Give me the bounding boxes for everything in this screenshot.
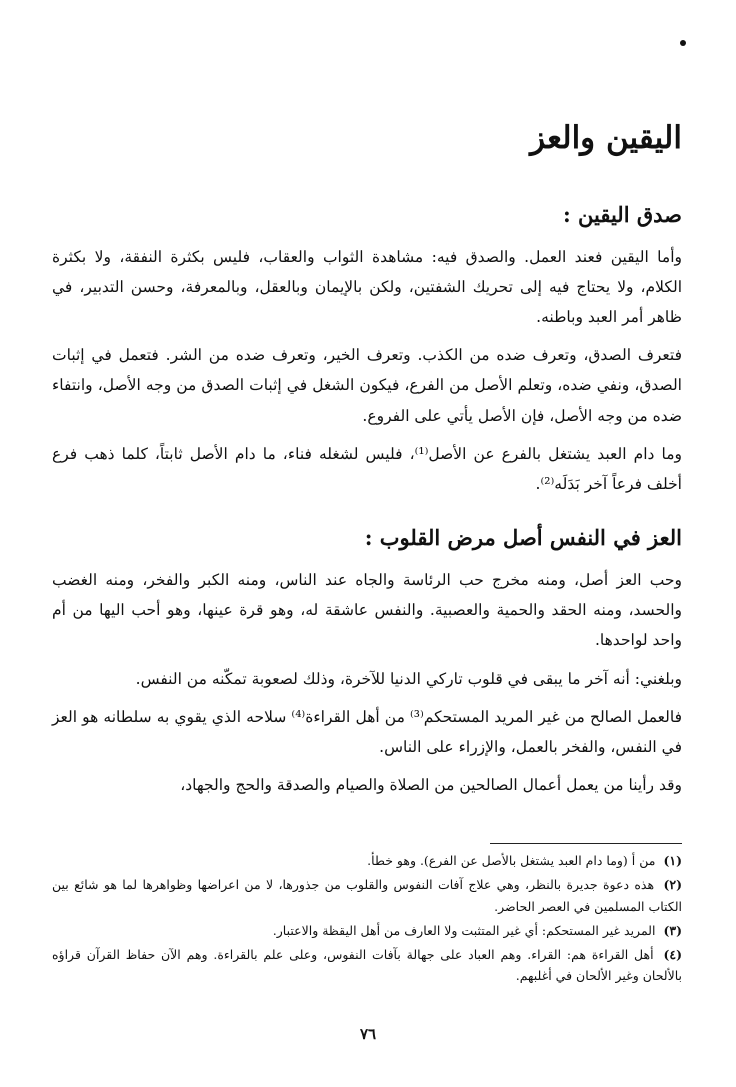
- section-heading-sincerity: صدق اليقين :: [562, 202, 682, 227]
- page: [52, 0, 682, 1087]
- footnote: [52, 920, 682, 942]
- footnote-text: أهل القراءة هم: القراء. وهم العباد على جهالة بآفات النفوس، وعلى علم بالقراءة. وهم الآن حفاظ القرآن قراؤه بالألحان وغير الألحان في أغلبهم.: [52, 946, 682, 984]
- footnotes: [52, 850, 682, 989]
- paragraph: وبلغني: أنه آخر ما يبقى في قلوب تاركي الدنيا للآخرة، وذلك لصعوبة تمكّنه من النفس.: [135, 669, 682, 688]
- footnote: [52, 874, 682, 918]
- footnote: [52, 850, 682, 872]
- section-heading-pride: العز في النفس أصل مرض القلوب :: [364, 525, 682, 551]
- footnote-divider: [490, 843, 682, 844]
- main-content: [52, 198, 682, 808]
- footnote-number: (٤): [663, 946, 682, 962]
- footnote-number: (٢): [663, 876, 682, 892]
- chapter-title: اليقين والعز: [530, 120, 682, 156]
- footnote: [52, 944, 682, 988]
- paragraph: فالعمل الصالح من غير المريد المستحكم⁽³⁾ من أهل القراءة⁽⁴⁾ سلاحه الذي يقوي به سلطانه هو العز في النفس، والفخر بالعمل، والإزراء على الناس.: [52, 707, 682, 757]
- page-number: ٧٦: [359, 1025, 377, 1043]
- paragraph: فتعرف الصدق، وتعرف ضده من الكذب. وتعرف الخير، وتعرف ضده من الشر. فتعمل في إثبات الصدق، ونفي ضده، وتعلم الأصل من الفرع، فيكون الشغل في إثبات الصدق من وجه الأصل، وانتفاء ضده من وجه الأصل، فإن الأصل يأتي على الفروع.: [52, 346, 682, 425]
- footnote-text: هذه دعوة جديرة بالنظر، وهي علاج آفات النفوس والقلوب من جذورها، لا من اعراضها وظواهرها لما هو شائع بين الكتاب المسلمين في العصر الحاضر.: [52, 876, 682, 914]
- paragraph: وأما اليقين فعند العمل. والصدق فيه: مشاهدة الثواب والعقاب، فليس بكثرة النفقة، ولا بكثرة الكلام، ولا يحتاج فيه إلى تحريك الشفتين، ولكن بالإيمان وبالعقل، وبالمعرفة، وحسن التدبير، في ظاهر أمر العبد وباطنه.: [52, 247, 682, 327]
- footnote-text: المريد غير المستحكم: أي غير المتثبت ولا العارف من أهل اليقظة والاعتبار.: [272, 922, 656, 938]
- footnote-number: (٣): [663, 922, 682, 938]
- paragraph: وما دام العبد يشتغل بالفرع عن الأصل⁽¹⁾، فليس لشغله فناء، ما دام الأصل ثابتاً، كلما ذهب فرع أخلف فرعاً آخر بَدَلَه⁽²⁾.: [52, 444, 682, 494]
- paragraph: وقد رأينا من يعمل أعمال الصالحين من الصلاة والصيام والصدقة والحج والجهاد،: [180, 776, 682, 795]
- footnote-text: من أ (وما دام العبد يشتغل بالأصل عن الفرع). وهو خطأ.: [367, 853, 656, 868]
- footnote-number: (١): [663, 853, 682, 868]
- paragraph: وحب العز أصل، ومنه مخرج حب الرئاسة والجاه عند الناس، ومنه الكبر والفخر، ومنه الغضب والحسد، ومنه الحقد والحمية والعصبية. والنفس عاشقة له، وهو قرة عينها، وهو أحب اليها من أم واحد لواحدها.: [52, 570, 682, 650]
